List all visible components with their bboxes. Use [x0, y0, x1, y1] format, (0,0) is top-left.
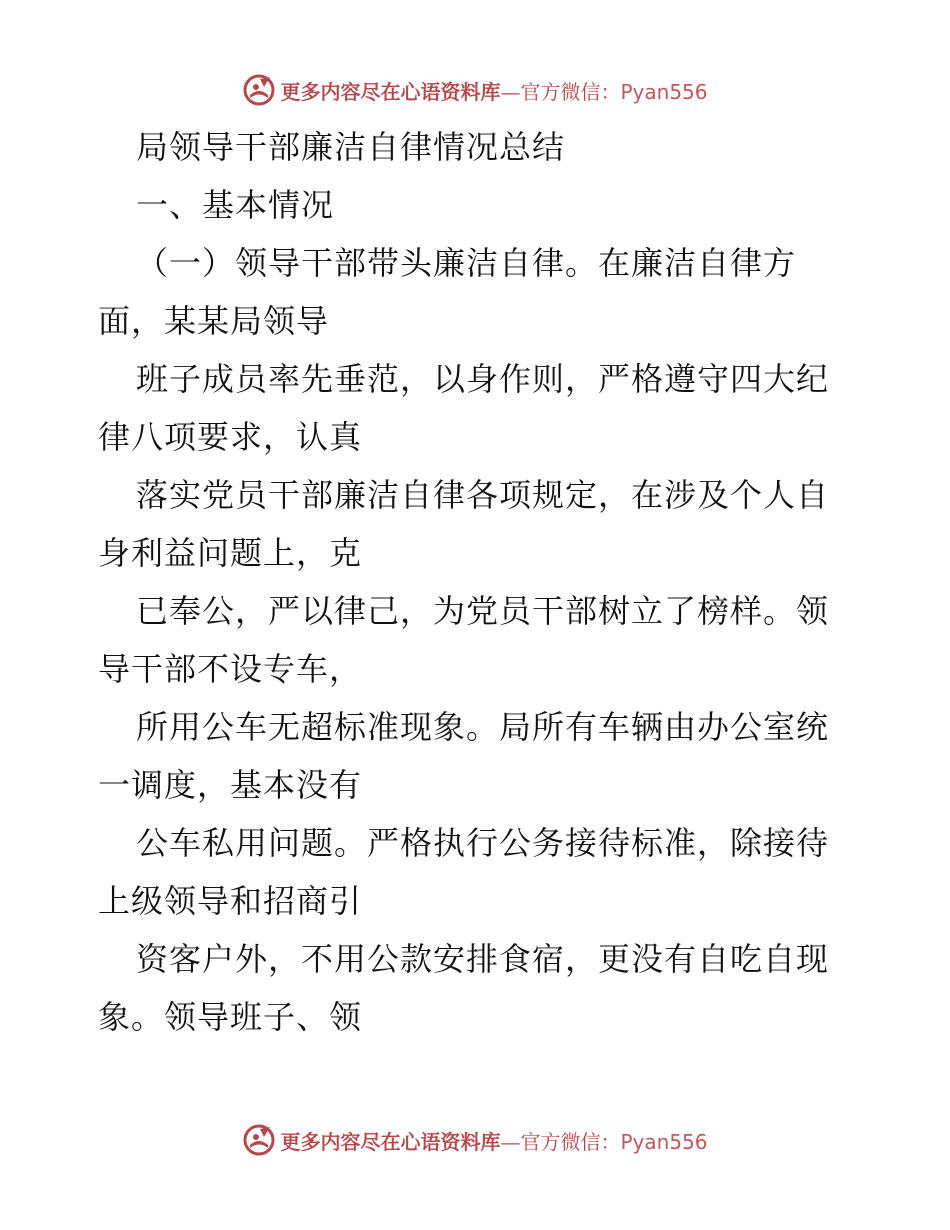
paragraph-line: 已奉公，严以律己，为党员干部树立了榜样。领 — [136, 592, 830, 630]
header-banner — [0, 70, 950, 110]
document-body — [98, 118, 858, 1046]
document-title: 局领导干部廉洁自律情况总结 — [136, 128, 566, 166]
book-pen-logo-icon — [242, 1123, 276, 1157]
paragraph-line: 律八项要求，认真 — [98, 418, 363, 456]
footer-banner-text — [280, 1126, 707, 1155]
footer-banner — [0, 1120, 950, 1160]
footer-wechat-label: 官方微信： — [520, 1129, 621, 1154]
paragraph-line: 落实党员干部廉洁自律各项规定，在涉及个人自 — [136, 476, 830, 514]
footer-brand: 更多内容尽在心语资料库 — [280, 1129, 501, 1154]
header-separator: — — [500, 79, 521, 104]
paragraph-line: 公车私用问题。严格执行公务接待标准，除接待 — [136, 824, 830, 862]
section-heading: 一、基本情况 — [136, 186, 335, 224]
paragraph-line: 班子成员率先垂范，以身作则，严格遵守四大纪 — [136, 360, 830, 398]
paragraph-line: 象。领导班子、领 — [98, 998, 363, 1036]
book-pen-logo-icon — [242, 73, 276, 107]
paragraph-line: 导干部不设专车， — [98, 650, 363, 688]
paragraph-line: 身利益问题上，克 — [98, 534, 363, 572]
paragraph-line: 面，某某局领导 — [98, 302, 330, 340]
header-wechat-label: 官方微信： — [520, 79, 621, 104]
paragraph-line: 一调度，基本没有 — [98, 766, 363, 804]
paragraph-line: （一）领导干部带头廉洁自律。在廉洁自律方 — [136, 244, 797, 282]
footer-separator: — — [500, 1129, 521, 1154]
paragraph-line: 资客户外，不用公款安排食宿，更没有自吃自现 — [136, 940, 830, 978]
header-wechat-id: Pyan556 — [620, 79, 708, 104]
header-brand: 更多内容尽在心语资料库 — [280, 79, 501, 104]
paragraph-line: 所用公车无超标准现象。局所有车辆由办公室统 — [136, 708, 830, 746]
header-banner-text — [280, 76, 707, 105]
footer-wechat-id: Pyan556 — [620, 1129, 708, 1154]
paragraph-line: 上级领导和招商引 — [98, 882, 363, 920]
